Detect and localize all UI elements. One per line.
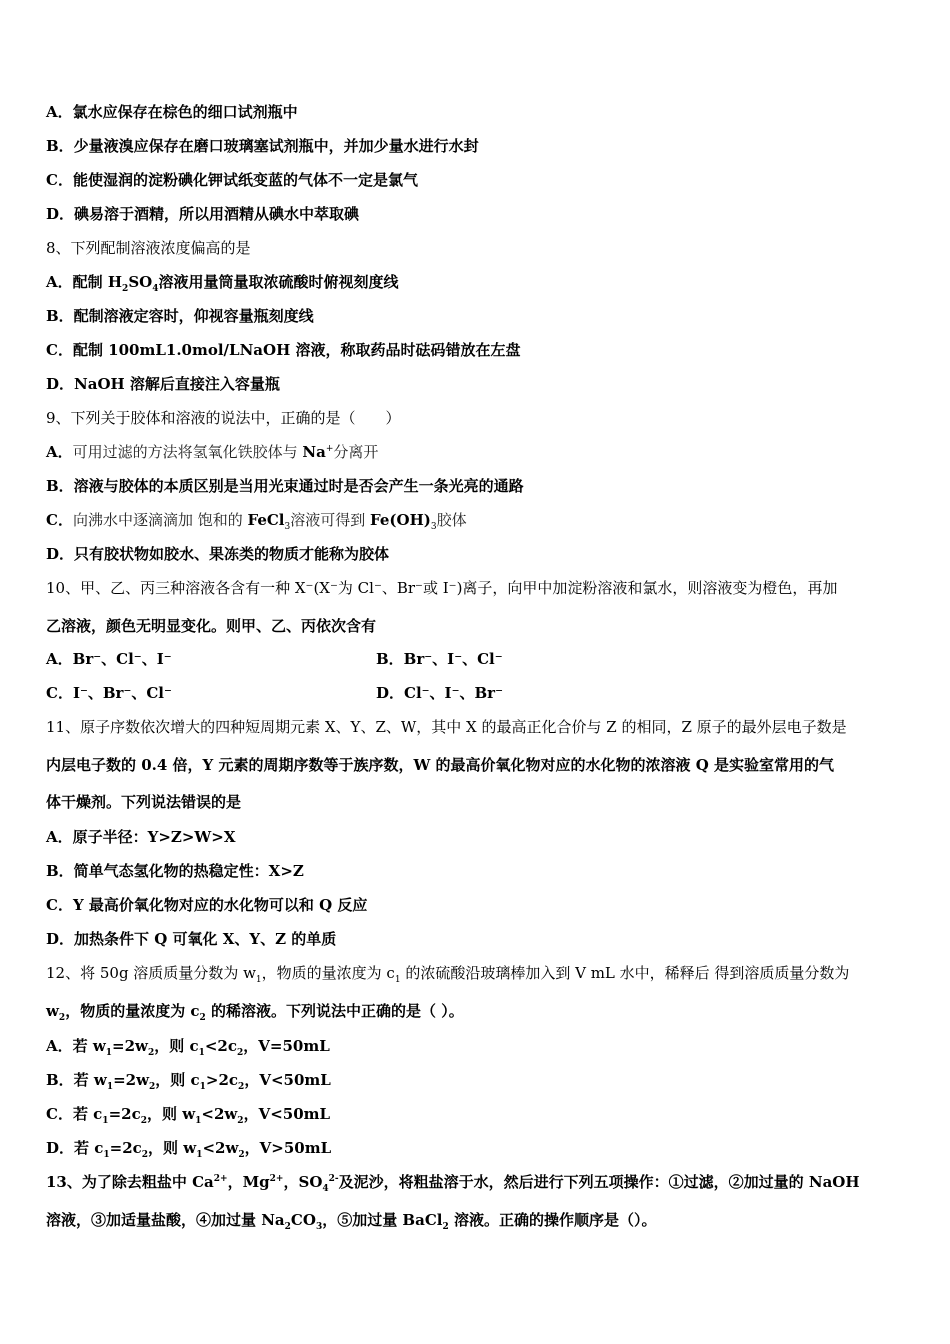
subscript: 1	[195, 1116, 202, 1126]
q12-b-text: ，V<50mL	[244, 1071, 331, 1089]
q12-text: ，物质的量浓度为 c	[261, 964, 395, 982]
q12-c-text: =2c	[108, 1105, 141, 1123]
q12-d-text: ，V>50mL	[244, 1139, 332, 1157]
q12-c-text: <2w	[201, 1105, 238, 1123]
q12-c-text: C．若 c	[46, 1105, 103, 1123]
q13-text: CO	[290, 1211, 316, 1229]
subscript: 2	[149, 1082, 156, 1092]
subscript: 3	[315, 1222, 323, 1232]
q12-b-text: =2w	[113, 1071, 150, 1089]
subscript: 1	[196, 1150, 203, 1160]
q13-text: 13、为了除去粗盐中 Ca	[46, 1173, 214, 1191]
q10-option-d: D．Cl⁻、I⁻、Br⁻	[376, 684, 503, 702]
q8-option-b: B．配制溶液定容时，仰视容量瓶刻度线	[46, 307, 314, 325]
subscript: 1	[102, 1116, 109, 1126]
subscript: 2	[238, 1082, 245, 1092]
q9-c-text: 向沸水中逐滴滴加 饱和的	[72, 511, 248, 529]
q11-option-a: A．原子半径：Y>Z>W>X	[46, 828, 236, 846]
q12-b-text: >2c	[205, 1071, 239, 1089]
q12-option-d	[46, 1138, 331, 1158]
q7-option-c: C．能使湿润的淀粉碘化钾试纸变蓝的气体不一定是氯气	[46, 171, 418, 189]
q12-a-text: ，则 c	[154, 1037, 199, 1055]
q9-stem: 9、下列关于胶体和溶液的说法中，正确的是（ ）	[46, 409, 401, 427]
q12-option-a	[46, 1036, 330, 1056]
superscript: +	[325, 444, 334, 454]
q10-stem-line2: 乙溶液，颜色无明显变化。则甲、乙、丙依次含有	[46, 617, 377, 635]
q7-option-b: B．少量液溴应保存在磨口玻璃塞试剂瓶中，并加少量水进行水封	[46, 137, 479, 155]
q12-c-text: ，V<50mL	[243, 1105, 331, 1123]
subscript: 2	[122, 284, 129, 294]
q10-stem-line1: 10、甲、乙、丙三种溶液各含有一种 X⁻(X⁻为 Cl⁻、Br⁻或 I⁻)离子，向甲中加淀粉溶液和氯水，则溶液变为橙色，再加	[46, 579, 838, 597]
q9-option-b: B．溶液与胶体的本质区别是当用光束通过时是否会产生一条光亮的通路	[46, 477, 524, 495]
q10-option-c: C．I⁻、Br⁻、Cl⁻	[46, 684, 172, 702]
q9-c-text: 溶液可得到	[290, 511, 371, 529]
q10-option-a: A．Br⁻、Cl⁻、I⁻	[46, 650, 172, 668]
q12-text: 的稀溶液。下列说法中正确的是（ ）。	[205, 1002, 464, 1020]
q9-a-text: 可用过滤的方法将氢氧化铁胶体与	[72, 443, 303, 461]
subscript: 2	[199, 1013, 206, 1023]
q11-stem-line3: 体干燥剂。下列说法错误的是	[46, 793, 242, 811]
superscript: 2+	[269, 1174, 284, 1184]
subscript: 2	[284, 1222, 291, 1232]
q12-d-text: =2c	[109, 1139, 142, 1157]
subscript: 3	[430, 522, 437, 532]
subscript: 1	[105, 1048, 113, 1058]
q8-a-text: 溶液用量筒量取浓硫酸时俯视刻度线	[158, 273, 399, 291]
q12-d-text: ，则 w	[148, 1139, 197, 1157]
q12-b-text: ，则 c	[155, 1071, 200, 1089]
q9-option-a	[46, 442, 378, 462]
q12-stem-line1	[46, 963, 849, 983]
subscript: 1	[106, 1082, 114, 1092]
subscript: 2	[140, 1116, 147, 1126]
q8-a-text: SO	[128, 273, 153, 291]
q11-stem-line1: 11、原子序数依次增大的四种短周期元素 X、Y、Z、W，其中 X 的最高正化合价与 Z 的相同，Z 原子的最外层电子数是	[46, 718, 847, 736]
q13-text: ，⑤加过量 BaCl	[322, 1211, 443, 1229]
q9-option-c	[46, 510, 467, 530]
q9-c-formula: FeCl	[247, 511, 285, 529]
q8-option-c: C．配制 100mL1.0mol/LNaOH 溶液，称取药品时砝码错放在左盘	[46, 341, 521, 359]
subscript: 2	[237, 1116, 244, 1126]
q12-text: 12、将 50g 溶质质量分数为 w	[46, 964, 256, 982]
q11-option-c: C．Y 最高价氧化物对应的水化物可以和 Q 反应	[46, 896, 368, 914]
subscript: 1	[199, 1082, 206, 1092]
superscript: 2+	[213, 1174, 228, 1184]
q13-text: ，Mg	[227, 1173, 270, 1191]
q8-option-a	[46, 272, 399, 292]
q11-stem-line2: 内层电子数的 0.4 倍，Y 元素的周期序数等于族序数，W 的最高价氧化物对应的水化物的浓溶液 Q 是实验室常用的气	[46, 756, 835, 774]
superscript: 2-	[328, 1174, 339, 1184]
option-label: C．	[46, 511, 73, 529]
q8-a-text: A．配制 H	[46, 273, 123, 291]
subscript: 2	[58, 1013, 66, 1023]
q7-option-d: D．碘易溶于酒精，所以用酒精从碘水中萃取碘	[46, 205, 360, 223]
q10-option-b: B．Br⁻、I⁻、Cl⁻	[376, 650, 503, 668]
q12-text: 的浓硫酸沿玻璃棒加入到 V mL 水中，稀释后 得到溶质质量分数为	[400, 964, 850, 982]
q9-c-text: 胶体	[436, 511, 467, 529]
q12-d-text: <2w	[202, 1139, 239, 1157]
subscript: 1	[394, 975, 401, 985]
subscript: 2	[147, 1048, 155, 1058]
q12-d-text: D．若 c	[46, 1139, 104, 1157]
q11-option-b: B．简单气态氢化物的热稳定性：X>Z	[46, 862, 304, 880]
q11-option-d: D．加热条件下 Q 可氧化 X、Y、Z 的单质	[46, 930, 337, 948]
q13-stem-line2	[46, 1210, 656, 1230]
subscript: 2	[442, 1222, 449, 1232]
q9-a-text: 分离开	[333, 443, 379, 461]
q12-b-text: B．若 w	[46, 1071, 107, 1089]
q12-text: w	[46, 1002, 59, 1020]
q9-c-formula: Fe(OH)	[370, 511, 431, 529]
q12-a-text: A．若 w	[46, 1037, 106, 1055]
q8-option-d: D．NaOH 溶解后直接注入容量瓶	[46, 375, 280, 393]
q12-a-text: =2w	[112, 1037, 148, 1055]
subscript: 3	[284, 522, 291, 532]
subscript: 4	[152, 284, 159, 294]
subscript: 2	[237, 1048, 244, 1058]
subscript: 4	[322, 1184, 329, 1194]
q13-text: ，SO	[283, 1173, 323, 1191]
q8-stem: 8、下列配制溶液浓度偏高的是	[46, 239, 251, 257]
q12-option-b	[46, 1070, 331, 1090]
q12-a-text: ，V=50mL	[243, 1037, 330, 1055]
q12-option-c	[46, 1104, 330, 1124]
q12-stem-line2	[46, 1001, 464, 1021]
q13-text: 溶液，③加适量盐酸，④加过量 Na	[46, 1211, 285, 1229]
q9-option-d: D．只有胶状物如胶水、果冻类的物质才能称为胶体	[46, 545, 390, 563]
subscript: 1	[255, 975, 262, 985]
q7-option-a: A．氯水应保存在棕色的细口试剂瓶中	[46, 103, 298, 121]
subscript: 1	[198, 1048, 205, 1058]
q13-text: 溶液。正确的操作顺序是（）。	[448, 1211, 657, 1229]
q12-c-text: ，则 w	[146, 1105, 196, 1123]
subscript: 2	[141, 1150, 149, 1160]
q13-text: 及泥沙，将粗盐溶于水，然后进行下列五项操作：①过滤，②加过量的 NaOH	[338, 1173, 860, 1191]
q12-text: ，物质的量浓度为 c	[65, 1002, 200, 1020]
q12-a-text: <2c	[204, 1037, 237, 1055]
subscript: 1	[103, 1150, 110, 1160]
q9-a-formula: Na	[302, 443, 326, 461]
subscript: 2	[238, 1150, 245, 1160]
option-label: A．	[46, 443, 73, 461]
q13-stem-line1	[46, 1172, 860, 1192]
